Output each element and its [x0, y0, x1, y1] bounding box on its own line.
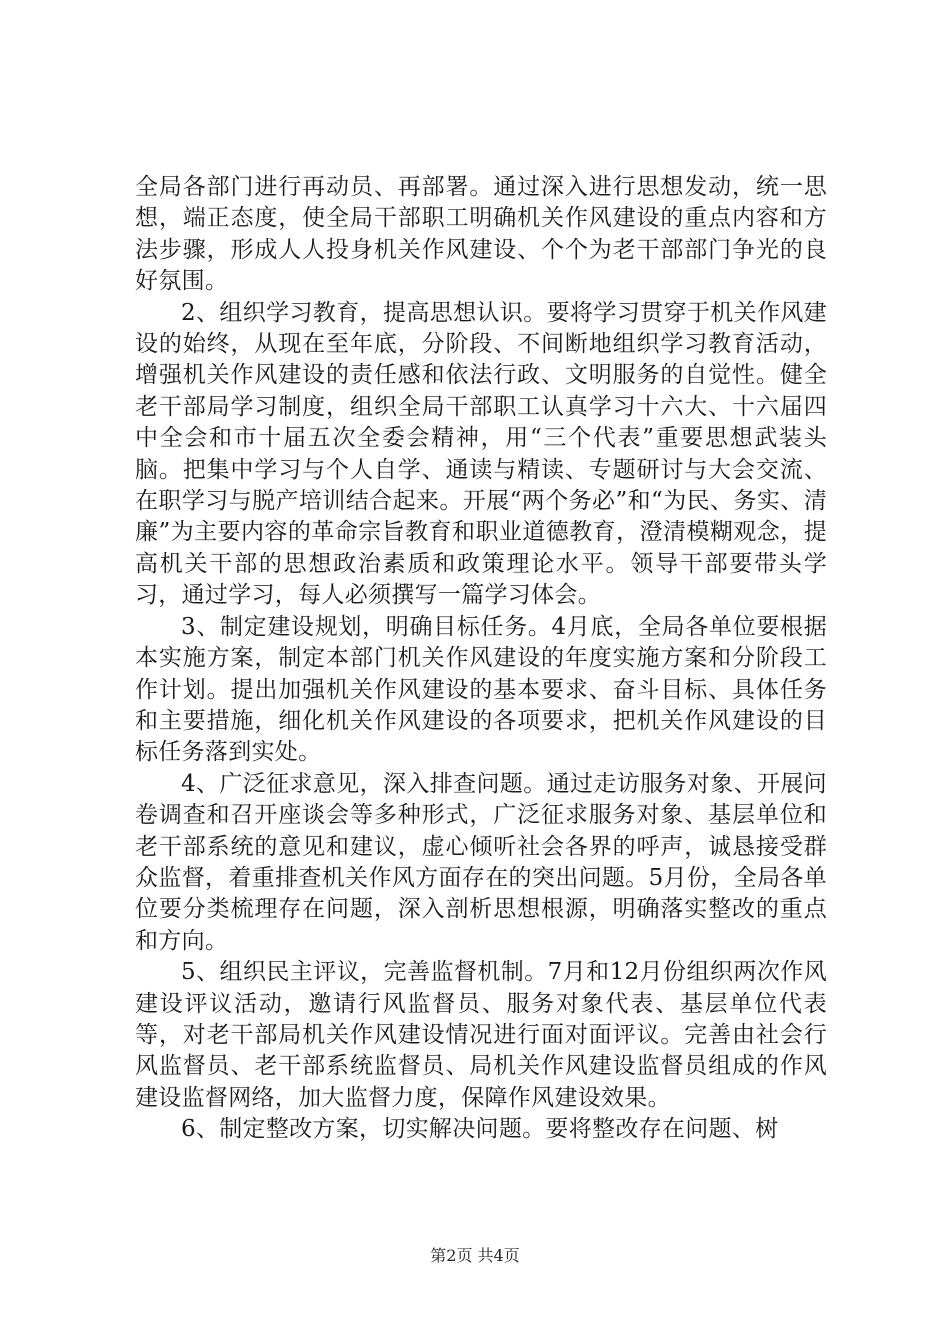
page-footer: 第2页 共4页	[430, 1246, 520, 1265]
paragraph-item-3: 3、制定建设规划，明确目标任务。4月底，全局各单位要根据本实施方案，制定本部门机关作风建设的年度实施方案和分阶段工作计划。提出加强机关作风建设的基本要求、奋斗目标、具体任务和主要措施，细化机关作风建设的各项要求，把机关作风建设的目标任务落到实处。	[135, 613, 827, 766]
document-body	[135, 172, 827, 1146]
paragraph-item-4: 4、广泛征求意见，深入排查问题。通过走访服务对象、开展问卷调查和召开座谈会等多种形式，广泛征求服务对象、基层单位和老干部系统的意见和建议，虚心倾听社会各界的呼声，诚恳接受群众监督，着重排查机关作风方面存在的突出问题。5月份，全局各单位要分类梳理存在问题，深入剖析思想根源，明确落实整改的重点和方向。	[135, 770, 827, 954]
paragraph-item-2: 2、组织学习教育，提高思想认识。要将学习贯穿于机关作风建设的始终，从现在至年底，分阶段、不间断地组织学习教育活动，增强机关作风建设的责任感和依法行政、文明服务的自觉性。健全老干部局学习制度，组织全局干部职工认真学习十六大、十六届四中全会和市十届五次全委会精神，用“三个代表”重要思想武装头脑。把集中学习与个人自学、通读与精读、专题研讨与大会交流、在职学习与脱产培训结合起来。开展“两个务必”和“为民、务实、清廉”为主要内容的革命宗旨教育和职业道德教育，澄清模糊观念，提高机关干部的思想政治素质和政策理论水平。领导干部要带头学习，通过学习，每人必须撰写一篇学习体会。	[135, 299, 827, 609]
paragraph-item-6: 6、制定整改方案，切实解决问题。要将整改存在问题、树	[181, 1116, 779, 1143]
paragraph-continued: 全局各部门进行再动员、再部署。通过深入进行思想发动，统一思想，端正态度，使全局干部职工明确机关作风建设的重点内容和方法步骤，形成人人投身机关作风建设、个个为老干部部门争光的良好氛围。	[135, 174, 827, 295]
paragraph-item-5: 5、组织民主评议，完善监督机制。7月和12月份组织两次作风建设评议活动，邀请行风监督员、服务对象代表、基层单位代表等，对老干部局机关作风建设情况进行面对面评议。完善由社会行风监督员、老干部系统监督员、局机关作风建设监督员组成的作风建设监督网络，加大监督力度，保障作风建设效果。	[135, 959, 827, 1111]
